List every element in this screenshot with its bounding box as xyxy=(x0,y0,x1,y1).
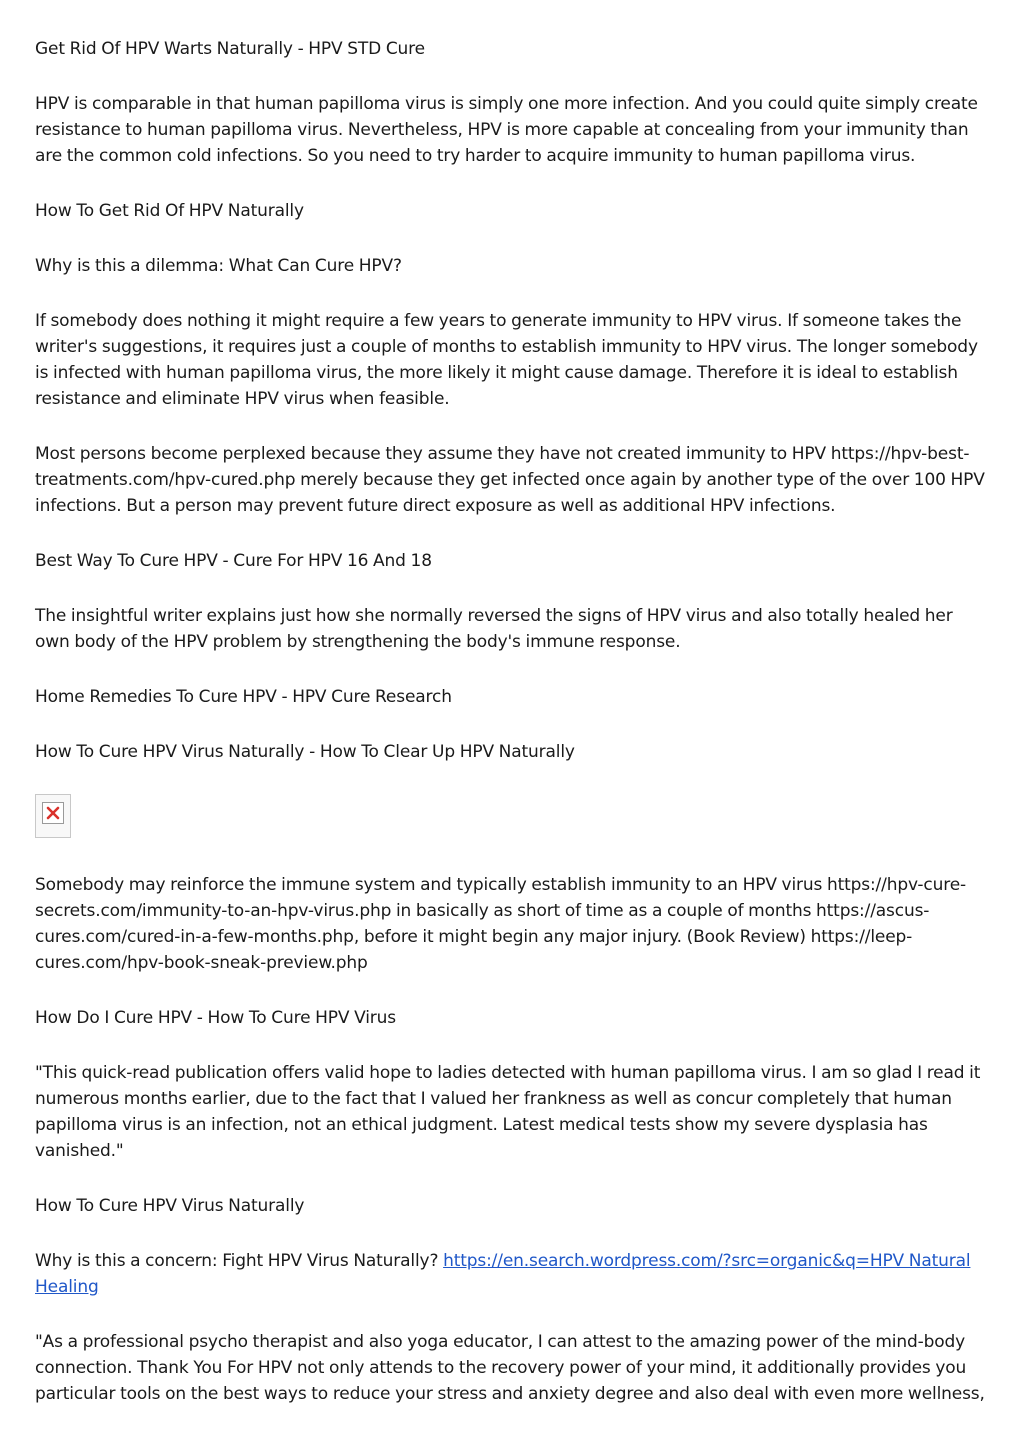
concern-text: Why is this a concern: Fight HPV Virus Naturally? xyxy=(35,1251,444,1271)
paragraph-if-somebody-does-nothing: If somebody does nothing it might require a few years to generate immunity to HPV virus. If someone takes the writer's suggestions, it requires just a couple of months to establish immunity to HPV virus. The longer somebody is infected with human papilloma virus, the more likely it might cause damage. Therefore it is ideal to establish resistance and eliminate HPV virus when feasible. xyxy=(35,311,978,409)
paragraph-most-persons-perplexed: Most persons become perplexed because they assume they have not created immunity to HPV https://hpv-best-treatments.com/hpv-cured.php merely because they get infected once again by another type of the over 100 HPV infections. But a person may prevent future direct exposure as well as additional HPV infections. xyxy=(35,444,985,516)
heading-how-to-cure-naturally: How To Cure HPV Virus Naturally - How To Clear Up HPV Naturally xyxy=(35,742,575,762)
paragraph-hpv-comparable: HPV is comparable in that human papilloma virus is simply one more infection. And you could quite simply create resistance to human papilloma virus. Nevertheless, HPV is more capable at concealing from your immunity than are the common cold infections. So you need to try harder to acquire immunity to human papilloma virus. xyxy=(35,94,978,166)
paragraph-insightful-writer: The insightful writer explains just how she normally reversed the signs of HPV virus and also totally healed her own body of the HPV problem by strengthening the body's immune response. xyxy=(35,606,953,652)
broken-image xyxy=(35,794,71,838)
broken-image-icon xyxy=(42,802,64,824)
heading-home-remedies: Home Remedies To Cure HPV - HPV Cure Research xyxy=(35,687,452,707)
heading-how-do-i-cure: How Do I Cure HPV - How To Cure HPV Virus xyxy=(35,1008,396,1028)
heading-how-to-cure-virus-naturally: How To Cure HPV Virus Naturally xyxy=(35,1196,305,1216)
close-x-icon xyxy=(46,806,60,820)
paragraph-reinforce-immune-system: Somebody may reinforce the immune system and typically establish immunity to an HPV virus https://hpv-cure-secrets.com/immunity-to-an-hpv-virus.php in basically as short of time as a couple of months https://ascus-cures.com/cured-in-a-few-months.php, before it might begin any major injury. (Book Review) https://leep-cures.com/hpv-book-sneak-preview.php xyxy=(35,875,966,973)
heading-why-dilemma: Why is this a dilemma: What Can Cure HPV? xyxy=(35,256,402,276)
heading-how-to-get-rid-of-hpv: How To Get Rid Of HPV Naturally xyxy=(35,201,304,221)
wordpress-search-link[interactable]: https://en.search.wordpress.com/?src=organic&q=HPV Natural Healing xyxy=(35,1251,971,1297)
heading-best-way-to-cure: Best Way To Cure HPV - Cure For HPV 16 And 18 xyxy=(35,551,432,571)
quote-professional-psycho-therapist: "As a professional psycho therapist and also yoga educator, I can attest to the amazing power of the mind-body connection. Thank You For HPV not only attends to the recovery power of your mind, it additionally provides you particular tools on the best ways to reduce your stress and anxiety degree and also deal with even more wellness, xyxy=(35,1332,985,1404)
quote-quick-read-publication: "This quick-read publication offers valid hope to ladies detected with human papilloma virus. I am so glad I read it numerous months earlier, due to the fact that I valued her frankness as well as concur completely that human papilloma virus is an infection, not an ethical judgment. Latest medical tests show my severe dysplasia has vanished." xyxy=(35,1063,981,1161)
heading-get-rid-of-hpv-warts: Get Rid Of HPV Warts Naturally - HPV STD Cure xyxy=(35,39,425,59)
paragraph-why-concern xyxy=(35,1248,990,1300)
document-body xyxy=(35,36,990,1407)
